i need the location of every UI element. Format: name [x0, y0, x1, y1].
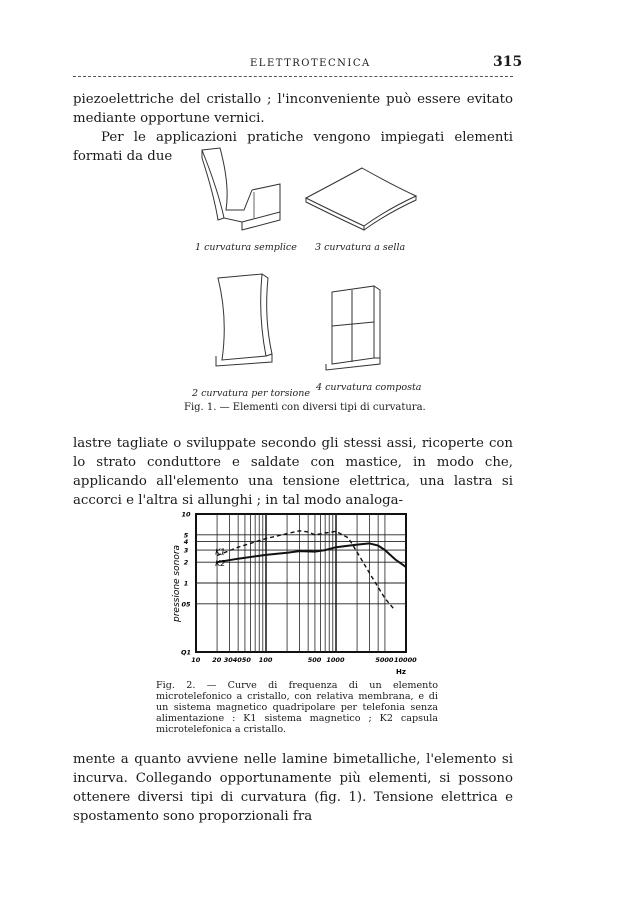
paragraph-3: lastre tagliate o sviluppate secondo gli stessi assi, ricoperte con lo strato conduttore e saldate con mastice, in modo che, applicando all'elemento una tensione elettrica, una lastra si accorci e l'altra si allunghi ; in tal modo analoga-: [73, 436, 513, 508]
element-curvatura-composta: [326, 286, 380, 370]
figure-1-label-1: 1 curvatura semplice: [195, 242, 297, 253]
chart-x-tick-label: 10: [191, 656, 201, 664]
paragraph-2: Per le applicazioni pratiche vengono impiegati elementi formati da due: [73, 130, 513, 164]
text-block-bottom: [73, 750, 513, 826]
chart-x-tick-label: 500: [307, 656, 322, 664]
chart-x-tick-label: 5000: [375, 656, 394, 664]
chart-y-tick-label: 3: [183, 546, 189, 555]
chart-y-tick-label: 5: [183, 531, 189, 540]
chart-y-tick-label: 2: [183, 558, 189, 567]
chart-y-tick-label: 10: [181, 510, 191, 519]
chart-legend-k1: K1: [215, 547, 226, 557]
chart-x-tick-label: 100: [258, 656, 273, 664]
paragraph-1: piezoelettriche del cristallo ; l'inconveniente può essere evitato mediante opportune vernici.: [73, 92, 513, 126]
chart-y-tick-label: Q1: [180, 648, 192, 657]
running-header-title: ELETTROTECNICA: [250, 58, 371, 69]
figure-1-caption: Fig. 1. — Elementi con diversi tipi di curvatura.: [184, 402, 426, 413]
chart-grid: [196, 514, 406, 652]
header-rule: [73, 76, 513, 77]
element-curvatura-semplice: [202, 148, 280, 230]
chart-y-axis-label: pressione sonora: [172, 544, 182, 622]
chart-x-tick-label: 20: [212, 656, 222, 664]
chart-x-tick-label: 304050: [223, 656, 251, 664]
text-block-middle: [73, 434, 513, 510]
chart-y-tick-label: 1: [183, 579, 189, 588]
chart-x-tick-label: 1000: [326, 656, 345, 664]
figure-2-chart: [166, 504, 428, 676]
chart-y-tick-label: 4: [183, 537, 189, 546]
figure-1-drawing: [180, 140, 440, 400]
figure-1-label-2: 2 curvatura per torsione: [192, 388, 310, 399]
element-curvatura-sella: [306, 168, 416, 230]
chart-x-tick-label: 10000: [394, 656, 417, 664]
chart-legend-k2: K2: [215, 559, 226, 569]
element-curvatura-torsione: [216, 274, 272, 366]
figure-1-label-3: 3 curvatura a sella: [315, 242, 406, 253]
figure-1-label-4: 4 curvatura composta: [316, 382, 422, 393]
chart-x-axis-label: Hz: [396, 668, 406, 676]
chart-series: [215, 531, 406, 611]
page-number: 315: [493, 54, 523, 70]
paragraph-4: mente a quanto avviene nelle lamine bimetalliche, l'elemento si incurva. Collegando opportunamente più elementi, si possono ottenere diversi tipi di curvatura (fig. 1). Tensione elettrica e spostamento sono proporzionali fra: [73, 752, 513, 824]
chart-series-k2: [217, 543, 406, 567]
chart-y-tick-label: 05: [181, 600, 191, 609]
figure-2-caption: Fig. 2. — Curve di frequenza di un elemento microtelefonico a cristallo, con relativa membrana, e di un sistema magnetico quadripolare per telefonia senza alimentazione : K1 sistema magnetico ; K2 capsula microtelefonica a cristallo.: [156, 680, 438, 735]
